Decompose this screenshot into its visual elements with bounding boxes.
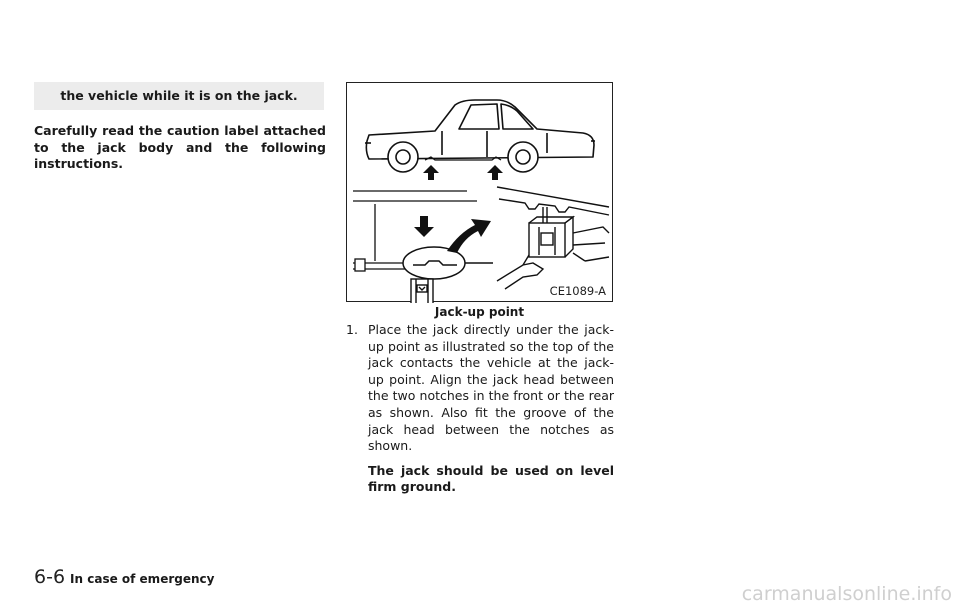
- step-number: 1.: [346, 322, 358, 337]
- step-note: The jack should be used on level firm ground.: [368, 462, 614, 495]
- instruction-step-1: [346, 322, 614, 496]
- figure-code: CE1089-A: [549, 284, 606, 298]
- jack-point-closeup: [403, 247, 493, 279]
- page-number: 6-6: [34, 566, 66, 588]
- jack-illustration: [347, 83, 614, 303]
- section-title: In case of emergency: [70, 572, 215, 586]
- warning-text: the vehicle while it is on the jack.: [60, 88, 298, 103]
- watermark: carmanualsonline.info: [741, 583, 952, 605]
- jack-in-hand: [497, 217, 609, 289]
- page-footer: [34, 566, 214, 588]
- caution-paragraph: Carefully read the caution label attached to the jack body and the following instructions.: [34, 123, 326, 171]
- jack-small: [411, 279, 433, 303]
- jack-up-point-figure: [346, 82, 613, 302]
- step-text: Place the jack directly under the jack-up point as illustrated so the top of the jack contacts the vehicle at the jack-up point. Align the jack head between the two notches in the front or the rear as shown. Also fit the groove of the jack head between the notches as shown.: [368, 322, 614, 454]
- curved-arrow: [447, 219, 491, 253]
- sill-detail-right: [497, 187, 609, 225]
- car-side-view: [365, 100, 595, 172]
- warning-box: [34, 82, 324, 110]
- figure-caption: Jack-up point: [434, 305, 525, 319]
- down-arrow: [414, 216, 434, 237]
- jack-point-arrows: [423, 165, 503, 180]
